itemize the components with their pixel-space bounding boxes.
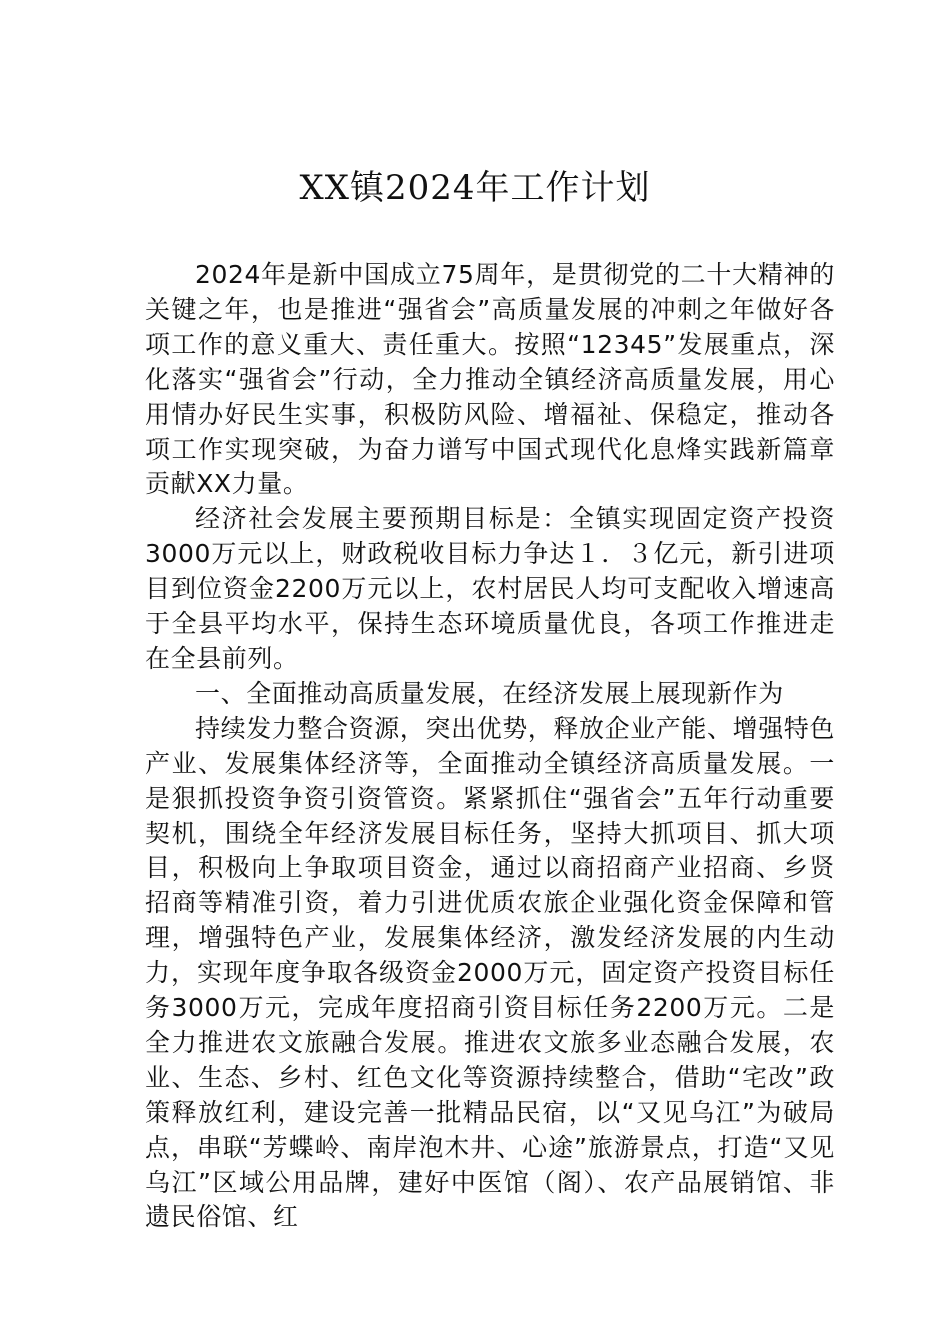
intro-paragraph: 2024年是新中国成立75周年，是贯彻党的二十大精神的关键之年，也是推进“强省会”高质量发展的冲刺之年做好各项工作的意义重大、责任重大。按照“12345”发展重点，深化落实“强省会”行动，全力推动全镇经济高质量发展，用心用情办好民生实事，积极防风险、增福祉、保稳定，推动各项工作实现突破，为奋力谱写中国式现代化息烽实践新篇章贡献XX力量。 bbox=[145, 260, 835, 499]
targets-paragraph: 经济社会发展主要预期目标是：全镇实现固定资产投资3000万元以上，财政税收目标力争达１．３亿元，新引进项目到位资金2200万元以上，农村居民人均可支配收入增速高于全县平均水平，保持生态环境质量优良，各项工作推进走在全县前列。 bbox=[145, 504, 835, 673]
document-body bbox=[145, 258, 835, 1235]
section-heading: 一、全面推动高质量发展，在经济发展上展现新作为 bbox=[195, 678, 784, 708]
section-paragraph: 持续发力整合资源，突出优势，释放企业产能、增强特色产业、发展集体经济等，全面推动全镇经济高质量发展。一是狠抓投资争资引资管资。紧紧抓住“强省会”五年行动重要契机，围绕全年经济发展目标任务，坚持大抓项目、抓大项目，积极向上争取项目资金，通过以商招商产业招商、乡贤招商等精准引资，着力引进优质农旅企业强化资金保障和管理，增强特色产业，发展集体经济，激发经济发展的内生动力，实现年度争取各级资金2000万元，固定资产投资目标任务3000万元，完成年度招商引资目标任务2200万元。二是全力推进农文旅融合发展。推进农文旅多业态融合发展，农业、生态、乡村、红色文化等资源持续整合，借助“宅改”政策释放红利，建设完善一批精品民宿，以“又见乌江”为破局点，串联“芳蝶岭、南岸泡木井、心途”旅游景点，打造“又见乌江”区域公用品牌，建好中医馆（阁）、农产品展销馆、非遗民俗馆、红 bbox=[145, 713, 836, 1232]
document-title: XX镇2024年工作计划 bbox=[299, 168, 651, 208]
